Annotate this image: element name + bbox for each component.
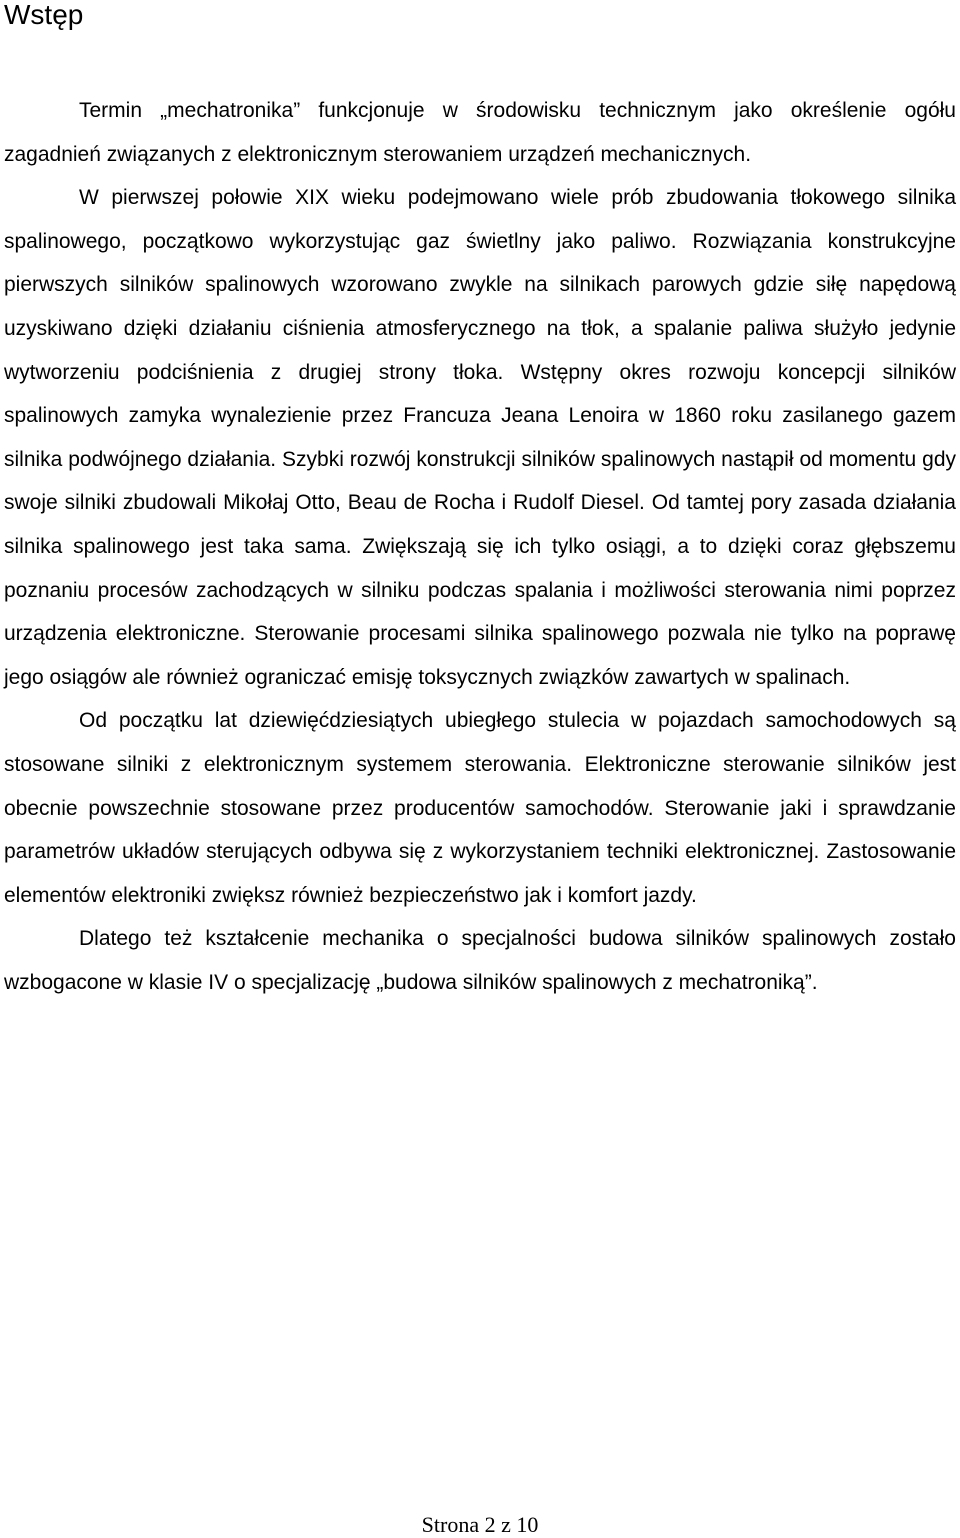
paragraph-electronics: Od początku lat dziewięćdziesiątych ubiegłego stulecia w pojazdach samochodowych są stosowane silniki z elektronicznym systemem sterowania. Elektroniczne sterowanie silników jest obecnie powszechnie stosowane przez producentów samochodów. Sterowanie jaki i sprawdzanie parametrów układów sterujących odbywa się z wykorzystaniem techniki elektronicznej. Zastosowanie elementów elektroniki zwiększ również bezpieczeństwo jak i komfort jazdy. xyxy=(4,709,956,907)
page-heading: Wstęp xyxy=(4,0,84,30)
page-number-footer: Strona 2 z 10 xyxy=(421,1512,539,1537)
body-text xyxy=(4,89,956,1004)
paragraph-conclusion: Dlatego też kształcenie mechanika o specjalności budowa silników spalinowych zostało wzbogacone w klasie IV o specjalizację „budowa silników spalinowych z mechatroniką”. xyxy=(4,927,956,994)
paragraph-intro: Termin „mechatronika” funkcjonuje w środowisku technicznym jako określenie ogółu zagadnień związanych z elektronicznym sterowaniem urządzeń mechanicznych. xyxy=(4,99,956,166)
paragraph-history: W pierwszej połowie XIX wieku podejmowano wiele prób zbudowania tłokowego silnika spalinowego, początkowo wykorzystując gaz świetlny jako paliwo. Rozwiązania konstrukcyjne pierwszych silników spalinowych wzorowano zwykle na silnikach parowych gdzie siłę napędową uzyskiwano dzięki działaniu ciśnienia atmosferycznego na tłok, a spalanie paliwa służyło jedynie wytworzeniu podciśnienia z drugiej strony tłoka. Wstępny okres rozwoju koncepcji silników spalinowych zamyka wynalezienie przez Francuza Jeana Lenoira w 1860 roku zasilanego gazem silnika podwójnego działania. Szybki rozwój konstrukcji silników spalinowych nastąpił od momentu gdy swoje silniki zbudowali Mikołaj Otto, Beau de Rocha i Rudolf Diesel. Od tamtej pory zasada działania silnika spalinowego jest taka sama. Zwiększają się ich tylko osiągi, a to dzięki coraz głębszemu poznaniu procesów zachodzących w silniku podczas spalania i możliwości sterowania nimi poprzez urządzenia elektroniczne. Sterowanie procesami silnika spalinowego pozwala nie tylko na poprawę jego osiągów ale również ograniczać emisję toksycznych związków zawartych w spalinach. xyxy=(4,186,956,689)
